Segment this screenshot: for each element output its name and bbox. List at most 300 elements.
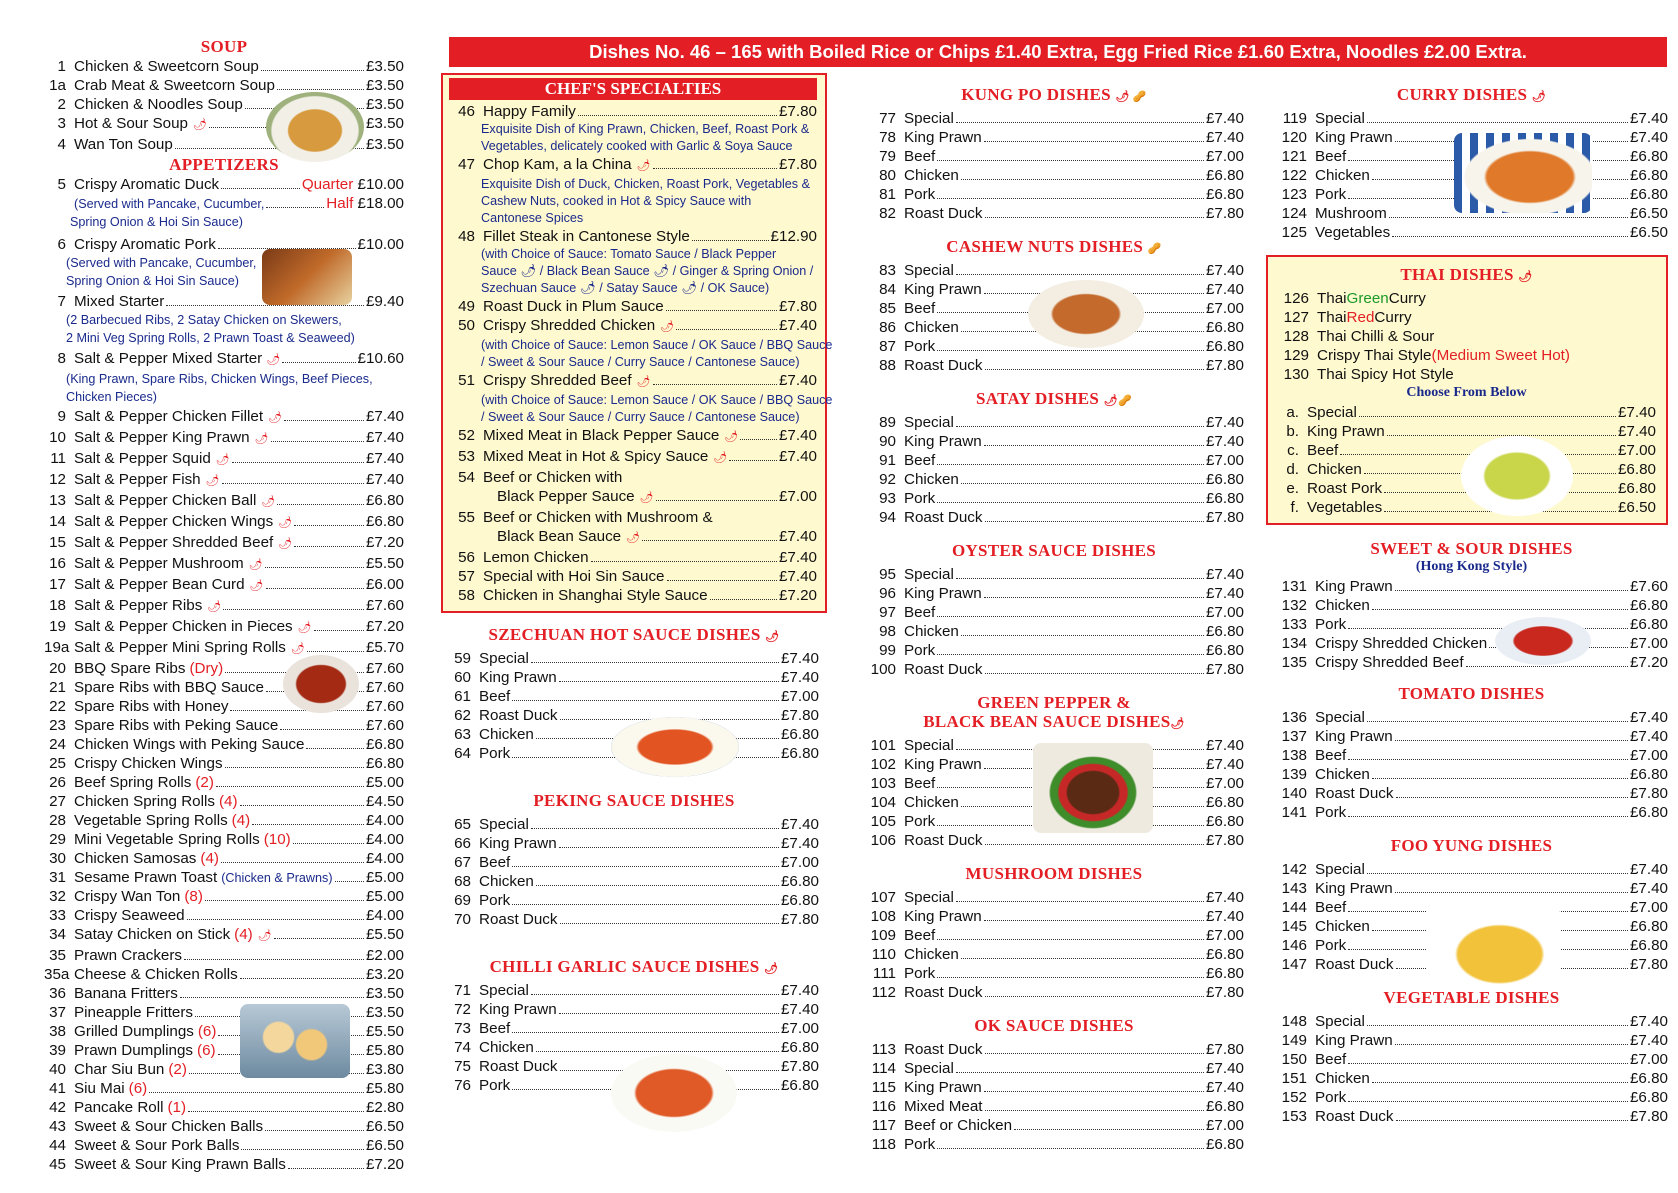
item-name: Black Bean Sauce [497, 528, 622, 545]
item-name: King Prawn [904, 129, 982, 146]
item-price: £5.50 [365, 926, 404, 943]
leader-dots [984, 445, 1204, 446]
leader-dots [149, 1092, 364, 1093]
item-name: Thai [1317, 290, 1347, 307]
item-price: £7.40 [1629, 1013, 1668, 1030]
item-name: Siu Mai [74, 1080, 125, 1097]
leader-dots [1387, 435, 1616, 436]
item-number: 96 [879, 585, 896, 602]
item-price: £6.80 [365, 755, 404, 772]
item-number: 153 [1281, 1108, 1307, 1125]
item-price: £7.80 [1205, 984, 1244, 1001]
leader-dots [985, 673, 1204, 674]
chefs-list [449, 102, 833, 605]
item-name: King Prawn [1315, 728, 1393, 745]
item-price: £2.00 [365, 947, 404, 964]
item-name: Salt & Pepper King Prawn [74, 429, 250, 446]
item-number: 19a [44, 639, 70, 656]
menu-item [44, 830, 404, 849]
leader-dots [937, 198, 1204, 199]
item-name: Roast Duck [904, 509, 983, 526]
item-price: £3.50 [365, 96, 404, 113]
item-number: 103 [870, 775, 896, 792]
item-quantity: (1) [167, 1099, 187, 1116]
oyster-title: OYSTER SAUCE DISHES [951, 541, 1157, 560]
item-price: £7.60 [365, 597, 404, 614]
chili-icon: 🌶 [249, 580, 264, 592]
menu-item [864, 888, 1244, 907]
chilli-garlic-title: CHILLI GARLIC SAUCE DISHES 🌶 [489, 957, 779, 976]
menu-item [44, 1136, 404, 1155]
item-name: Pancake Roll [74, 1099, 164, 1116]
item-number: 56 [458, 549, 475, 566]
leader-dots [961, 179, 1204, 180]
chilli-garlic-photo [611, 1054, 737, 1132]
mushroom-list [864, 888, 1244, 1002]
item-name: Pork [904, 186, 936, 203]
appetizers-title: APPETIZERS [169, 155, 279, 174]
item-price: £7.80 [1205, 509, 1244, 526]
item-price: £6.80 [1617, 461, 1656, 478]
leader-dots [667, 580, 777, 581]
menu-item [864, 660, 1244, 679]
leader-dots [956, 122, 1204, 123]
item-number: 79 [879, 148, 896, 165]
item-price: £7.40 [1205, 566, 1244, 583]
cashew-photo [1028, 280, 1144, 348]
item-number: 5 [57, 176, 66, 193]
item-number: 120 [1281, 129, 1307, 146]
chili-icon: 🌶 [257, 930, 272, 942]
item-price: £10.60 [357, 350, 404, 367]
menu-item [864, 641, 1244, 660]
item-name: Chicken [1315, 167, 1370, 184]
item-quantity: (2) [195, 774, 214, 791]
leader-dots [676, 329, 777, 330]
item-name: Mixed Meat in Black Pepper Sauce [483, 427, 720, 444]
leader-dots [984, 141, 1204, 142]
item-name: Chicken [904, 946, 959, 963]
item-price: £7.40 [778, 528, 817, 545]
item-name: King Prawn [904, 756, 982, 773]
satay-title: SATAY DISHES 🌶🥜 [976, 389, 1132, 408]
item-price: £7.40 [1617, 423, 1656, 440]
item-name-suffix: Curry [1374, 309, 1412, 326]
item-number: 127 [1283, 309, 1309, 326]
menu-item [864, 907, 1244, 926]
leader-dots [1348, 628, 1628, 629]
item-name: Chicken [1315, 597, 1370, 614]
item-description: Chicken Pieces) [66, 390, 157, 404]
item-name: Crab Meat & Sweetcorn Soup [74, 77, 275, 94]
item-name: Chicken Wings with Peking Sauce [74, 736, 305, 753]
item-number: 146 [1281, 937, 1307, 954]
menu-item [441, 872, 819, 891]
item-price: £6.80 [1629, 766, 1668, 783]
item-name: Wan Ton Soup [74, 136, 173, 153]
oksauce-list [864, 1040, 1244, 1154]
item-price: £7.00 [1205, 452, 1244, 469]
mushroom-title: MUSHROOM DISHES [965, 864, 1143, 883]
item-price: £10.00 [357, 236, 404, 253]
item-description: Cashew Nuts, cooked in Hot & Spicy Sauce with [481, 194, 752, 208]
menu-item [1275, 860, 1668, 879]
item-name: Beef [904, 300, 936, 317]
item-price: £7.40 [1617, 404, 1656, 421]
item-price: £6.80 [1205, 946, 1244, 963]
color-word: (Medium Sweet Hot) [1431, 347, 1570, 364]
item-number: 142 [1281, 861, 1307, 878]
menu-item [864, 413, 1244, 432]
chili-nut-icon: 🌶🥜 [1103, 395, 1132, 407]
chili-icon: 🌶 [713, 452, 728, 464]
menu-item [1275, 1050, 1668, 1069]
leader-dots [937, 654, 1204, 655]
item-price: £7.40 [1205, 737, 1244, 754]
item-name: Vegetable Spring Rolls [74, 812, 228, 829]
item-name: Mixed Meat [904, 1098, 983, 1115]
item-price: £5.00 [365, 869, 404, 886]
column-2 [441, 0, 833, 1095]
greenpepper-title-1: GREEN PEPPER & [977, 693, 1131, 712]
menu-item [44, 735, 404, 754]
menu-item [441, 891, 819, 910]
item-number: 59 [454, 650, 471, 667]
item-name: Beef [1307, 442, 1339, 459]
chili-icon: 🌶 [205, 475, 220, 487]
menu-item [44, 554, 404, 575]
item-name: Chicken [904, 167, 959, 184]
leader-dots [180, 997, 364, 998]
item-name: Mushroom [1315, 205, 1387, 222]
item-number: 46 [458, 103, 475, 120]
choose-label: Choose From Below [1406, 385, 1527, 400]
leader-dots [531, 662, 779, 663]
item-price: £7.80 [780, 1058, 819, 1075]
item-number: 12 [49, 471, 66, 488]
leader-dots [1395, 892, 1628, 893]
menu-item [864, 1040, 1244, 1059]
item-price: £7.40 [1205, 756, 1244, 773]
leader-dots [985, 369, 1204, 370]
item-number: 6 [57, 236, 66, 253]
item-number: 106 [870, 832, 896, 849]
item-number: 85 [879, 300, 896, 317]
item-price: £7.00 [1205, 1117, 1244, 1134]
item-number: 34 [49, 926, 66, 943]
item-number: 149 [1281, 1032, 1307, 1049]
item-name: Roast Duck [479, 707, 558, 724]
item-quantity: (4) [234, 926, 253, 943]
menu-item [44, 491, 404, 512]
leader-dots [984, 1091, 1204, 1092]
item-price: £7.00 [1205, 927, 1244, 944]
item-number: 104 [870, 794, 896, 811]
chili-icon: 🌶 [192, 119, 207, 131]
item-price: £7.40 [365, 471, 404, 488]
ribs-photo [283, 655, 359, 713]
item-number: 58 [458, 587, 475, 604]
leader-dots [956, 1072, 1204, 1073]
item-name: Black Pepper Sauce [497, 488, 635, 505]
thai-style-option [1277, 327, 1656, 346]
item-name: Crispy Shredded Chicken [1315, 635, 1488, 652]
item-number: 69 [454, 892, 471, 909]
item-number: 16 [49, 555, 66, 572]
menu-item [44, 965, 404, 984]
item-number: 112 [871, 984, 896, 1001]
item-name: Beef [904, 775, 936, 792]
item-name: Chicken in Shanghai Style Sauce [483, 587, 708, 604]
item-price: £7.00 [780, 1020, 819, 1037]
item-name: Thai Chilli & Sour [1317, 328, 1435, 345]
item-price: £7.40 [1629, 129, 1668, 146]
item-name: Beef or Chicken with [483, 469, 623, 486]
menu-item [44, 887, 404, 906]
item-name: Roast Duck [1315, 1108, 1394, 1125]
item-price: £6.80 [780, 726, 819, 743]
item-number: 3 [57, 115, 66, 132]
item-name: Chicken [1315, 766, 1370, 783]
item-price: £7.40 [1205, 281, 1244, 298]
leader-dots [937, 464, 1204, 465]
item-number: 82 [879, 205, 896, 222]
menu-item [449, 567, 817, 586]
menu-item [44, 533, 404, 554]
szechuan-title: SZECHUAN HOT SAUCE DISHES 🌶 [488, 625, 780, 644]
item-number: 76 [454, 1077, 471, 1094]
item-name: Chicken Spring Rolls [74, 793, 215, 810]
item-price: £6.50 [1629, 224, 1668, 241]
item-description: (with Choice of Sauce: Lemon Sauce / OK Sauce / BBQ Sauce [481, 338, 833, 352]
item-price: £5.50 [365, 555, 404, 572]
item-price: £7.80 [1629, 956, 1668, 973]
menu-item [864, 470, 1244, 489]
menu-item [441, 815, 819, 834]
item-name: Salt & Pepper Mushroom [74, 555, 244, 572]
item-name: Special [904, 1060, 954, 1077]
item-number: 72 [454, 1001, 471, 1018]
leader-dots [985, 1110, 1204, 1111]
item-number: 126 [1283, 290, 1309, 307]
thai-lines [1277, 289, 1656, 384]
item-name: Chicken & Sweetcorn Soup [74, 58, 259, 75]
item-price: £7.40 [1205, 414, 1244, 431]
item-number: 131 [1281, 578, 1307, 595]
menu-item [864, 584, 1244, 603]
leader-dots [187, 919, 364, 920]
item-name: Beef [479, 1020, 511, 1037]
leader-dots [729, 460, 777, 461]
leader-dots [1395, 1044, 1628, 1045]
menu-item [864, 603, 1244, 622]
chili-icon: 🌶 [290, 643, 305, 655]
item-name: Salt & Pepper Shredded Beef [74, 534, 274, 551]
item-quantity: (2) [168, 1061, 187, 1078]
item-number: 31 [49, 869, 66, 886]
leader-dots [956, 578, 1204, 579]
item-price: £5.00 [365, 774, 404, 791]
leader-dots [240, 805, 364, 806]
item-number: a. [1286, 404, 1299, 421]
item-number: 44 [49, 1137, 66, 1154]
item-name: Special [479, 650, 529, 667]
item-number: 87 [879, 338, 896, 355]
menu-item [864, 945, 1244, 964]
item-name: Beef or Chicken [904, 1117, 1013, 1134]
item-number: 80 [879, 167, 896, 184]
item-name: Special [904, 737, 954, 754]
leader-dots [266, 207, 324, 208]
menu-item [1275, 223, 1668, 242]
item-name: Char Siu Bun [74, 1061, 165, 1078]
item-price: £7.80 [1205, 1041, 1244, 1058]
menu-item-8 [44, 349, 404, 370]
item-price: £7.40 [1205, 585, 1244, 602]
item-number: 135 [1281, 654, 1307, 671]
item-name: King Prawn [904, 433, 982, 450]
item-name: Happy Family [483, 103, 576, 120]
item-price: £7.60 [365, 679, 404, 696]
menu-item [441, 1038, 819, 1057]
leader-dots [956, 274, 1204, 275]
item-name: Beef [1315, 148, 1347, 165]
item-name: Beef [479, 688, 511, 705]
menu-item [44, 449, 404, 470]
leader-dots [984, 920, 1204, 921]
item-number: 10 [49, 429, 66, 446]
item-price: £3.50 [365, 115, 404, 132]
item-price: £7.00 [780, 854, 819, 871]
leader-dots [166, 305, 364, 306]
leader-dots [1367, 721, 1628, 722]
item-price: £6.00 [365, 576, 404, 593]
item-name: Special [904, 110, 954, 127]
item-name: Crispy Aromatic Pork [74, 236, 216, 253]
item-name: Salt & Pepper Bean Curd [74, 576, 245, 593]
item-number: 49 [458, 298, 475, 315]
item-price: £3.50 [365, 985, 404, 1002]
item-name: Sesame Prawn Toast [74, 869, 218, 886]
item-price: £7.40 [780, 835, 819, 852]
item-name: Pork [1315, 1089, 1347, 1106]
leader-dots [937, 616, 1204, 617]
item-price: £6.80 [1205, 813, 1244, 830]
item-number: 14 [49, 513, 66, 530]
item-price: £6.80 [780, 745, 819, 762]
item-number: 36 [49, 985, 66, 1002]
menu-item [864, 508, 1244, 527]
item-name: Chicken [1315, 1070, 1370, 1087]
leader-dots [692, 240, 769, 241]
item-price: £7.40 [780, 816, 819, 833]
item-name: Mini Vegetable Spring Rolls [74, 831, 260, 848]
item-number: 24 [49, 736, 66, 753]
item-number: 122 [1281, 167, 1307, 184]
menu-item [44, 811, 404, 830]
item-name: Pork [904, 490, 936, 507]
chili-icon: 🌶 [207, 601, 222, 613]
item-name: Sweet & Sour Chicken Balls [74, 1118, 264, 1135]
menu-item [44, 1117, 404, 1136]
thai-style-option [1277, 365, 1656, 384]
menu-item [44, 1155, 404, 1174]
leader-dots [536, 885, 779, 886]
leader-dots [559, 847, 779, 848]
chili-icon: 🌶 [626, 532, 641, 544]
item-name: Spare Ribs with Peking Sauce [74, 717, 279, 734]
leader-dots [335, 881, 364, 882]
item-name: Roast Duck [479, 911, 558, 928]
item-number: 64 [454, 745, 471, 762]
leader-dots [512, 904, 779, 905]
item-name: Grilled Dumplings [74, 1023, 194, 1040]
leader-dots [1014, 1129, 1204, 1130]
item-price: £7.60 [365, 660, 404, 677]
item-number: 151 [1281, 1070, 1307, 1087]
item-name: Chicken [904, 471, 959, 488]
item-name: Pork [904, 813, 936, 830]
item-name: Salt & Pepper Chicken Ball [74, 492, 257, 509]
item-price: £7.00 [1629, 899, 1668, 916]
item-number: 102 [870, 756, 896, 773]
item-name: Pork [479, 892, 511, 909]
item-price: £6.80 [1205, 490, 1244, 507]
leader-dots [1367, 873, 1628, 874]
item-price: £5.80 [365, 1042, 404, 1059]
leader-dots [271, 441, 364, 442]
item-price: £10.00 [357, 176, 404, 193]
menu-item [44, 1098, 404, 1117]
item-name: Chop Kam, a la China [483, 156, 632, 173]
leader-dots [265, 1130, 364, 1131]
menu-item [1283, 403, 1656, 422]
menu-item [44, 1022, 404, 1041]
item-price: £3.50 [365, 1004, 404, 1021]
menu-item [1275, 1088, 1668, 1107]
item-price: £7.00 [1629, 635, 1668, 652]
menu-item [44, 512, 404, 533]
item-name: Crispy Aromatic Duck [74, 176, 220, 193]
item-number: 26 [49, 774, 66, 791]
leader-dots [277, 504, 364, 505]
item-name: Chicken Samosas [74, 850, 197, 867]
chili-icon: 🌶 [636, 376, 651, 388]
item-number: 110 [871, 946, 896, 963]
item-name: King Prawn [1315, 578, 1393, 595]
column-3 [864, 0, 1244, 1154]
item-number: 139 [1281, 766, 1307, 783]
item-name: Pork [1315, 186, 1347, 203]
menu-item [864, 204, 1244, 223]
leader-dots [216, 786, 364, 787]
leader-dots [1372, 778, 1628, 779]
item-name: Chicken [904, 623, 959, 640]
item-price: £6.80 [1629, 148, 1668, 165]
menu-item [44, 792, 404, 811]
item-price: £6.80 [780, 1039, 819, 1056]
leader-dots [531, 828, 779, 829]
leader-dots [284, 420, 364, 421]
item-price: £7.80 [1205, 832, 1244, 849]
leader-dots [559, 1013, 779, 1014]
item-number: 23 [49, 717, 66, 734]
greenpepper-title-2: BLACK BEAN SAUCE DISHES🌶 [923, 712, 1185, 731]
menu-item [441, 1019, 819, 1038]
leader-dots [232, 462, 364, 463]
item-price: £4.00 [365, 831, 404, 848]
cashew-title: CASHEW NUTS DISHES 🥜 [946, 237, 1162, 256]
